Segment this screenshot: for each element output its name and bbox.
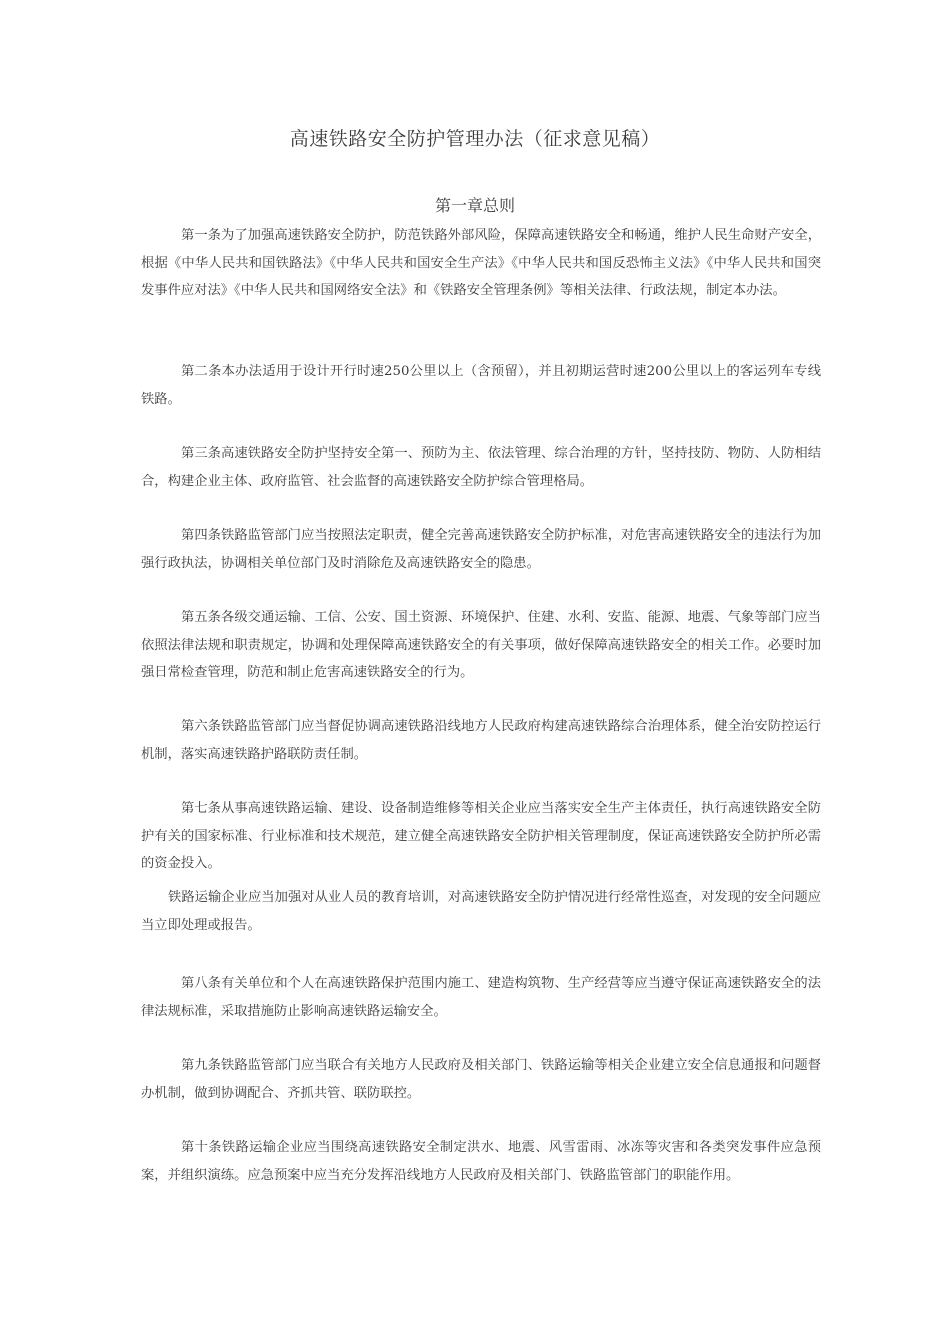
- article-9: 第九条铁路监管部门应当联合有关地方人民政府及相关部门、铁路运输等相关企业建立安全信息通报和问题督办机制，做到协调配合、齐抓共管、联防联控。: [141, 1058, 821, 1101]
- document-title: 高速铁路安全防护管理办法（征求意见稿）: [289, 128, 661, 150]
- chapter-heading: 第一章总则: [434, 196, 515, 215]
- article-4: 第四条铁路监管部门应当按照法定职责，健全完善高速铁路安全防护标准，对危害高速铁路安全的违法行为加强行政执法，协调相关单位部门及时消除危及高速铁路安全的隐患。: [141, 528, 821, 571]
- article-6: 第六条铁路监管部门应当督促协调高速铁路沿线地方人民政府构建高速铁路综合治理体系，健全治安防控运行机制，落实高速铁路护路联防责任制。: [141, 719, 821, 762]
- article-1: 第一条为了加强高速铁路安全防护，防范铁路外部风险，保障高速铁路安全和畅通，维护人民生命财产安全，根据《中华人民共和国铁路法》《中华人民共和国安全生产法》《中华人民共和国反恐怖主义法》《中华人民共和国突发事件应对法》《中华人民共和国网络安全法》和《铁路安全管理条例》等相关法律、行政法规，制定本办法。: [141, 228, 821, 298]
- article-7: 第七条从事高速铁路运输、建设、设备制造维修等相关企业应当落实安全生产主体责任，执行高速铁路安全防护有关的国家标准、行业标准和技术规范，建立健全高速铁路安全防护相关管理制度，保证高速铁路安全防护所必需的资金投入。: [141, 801, 821, 871]
- article-3: 第三条高速铁路安全防护坚持安全第一、预防为主、依法管理、综合治理的方针，坚持技防、物防、人防相结合，构建企业主体、政府监管、社会监督的高速铁路安全防护综合管理格局。: [141, 446, 821, 489]
- article-2: 第二条本办法适用于设计开行时速250公里以上（含预留），并且初期运营时速200公里以上的客运列车专线铁路。: [141, 364, 821, 407]
- article-8: 第八条有关单位和个人在高速铁路保护范围内施工、建造构筑物、生产经营等应当遵守保证高速铁路安全的法律法规标准，采取措施防止影响高速铁路运输安全。: [141, 976, 821, 1019]
- article-10: 第十条铁路运输企业应当围绕高速铁路安全制定洪水、地震、风雪雷雨、冰冻等灾害和各类突发事件应急预案，并组织演练。应急预案中应当充分发挥沿线地方人民政府及相关部门、铁路监管部门的职能作用。: [141, 1140, 821, 1183]
- article-5: 第五条各级交通运输、工信、公安、国土资源、环境保护、住建、水利、安监、能源、地震、气象等部门应当依照法律法规和职责规定，协调和处理保障高速铁路安全的有关事项，做好保障高速铁路安全的相关工作。必要时加强日常检查管理，防范和制止危害高速铁路安全的行为。: [141, 610, 821, 680]
- article-7-clause-2: 铁路运输企业应当加强对从业人员的教育培训，对高速铁路安全防护情况进行经常性巡查，对发现的安全问题应当立即处理或报告。: [141, 890, 821, 933]
